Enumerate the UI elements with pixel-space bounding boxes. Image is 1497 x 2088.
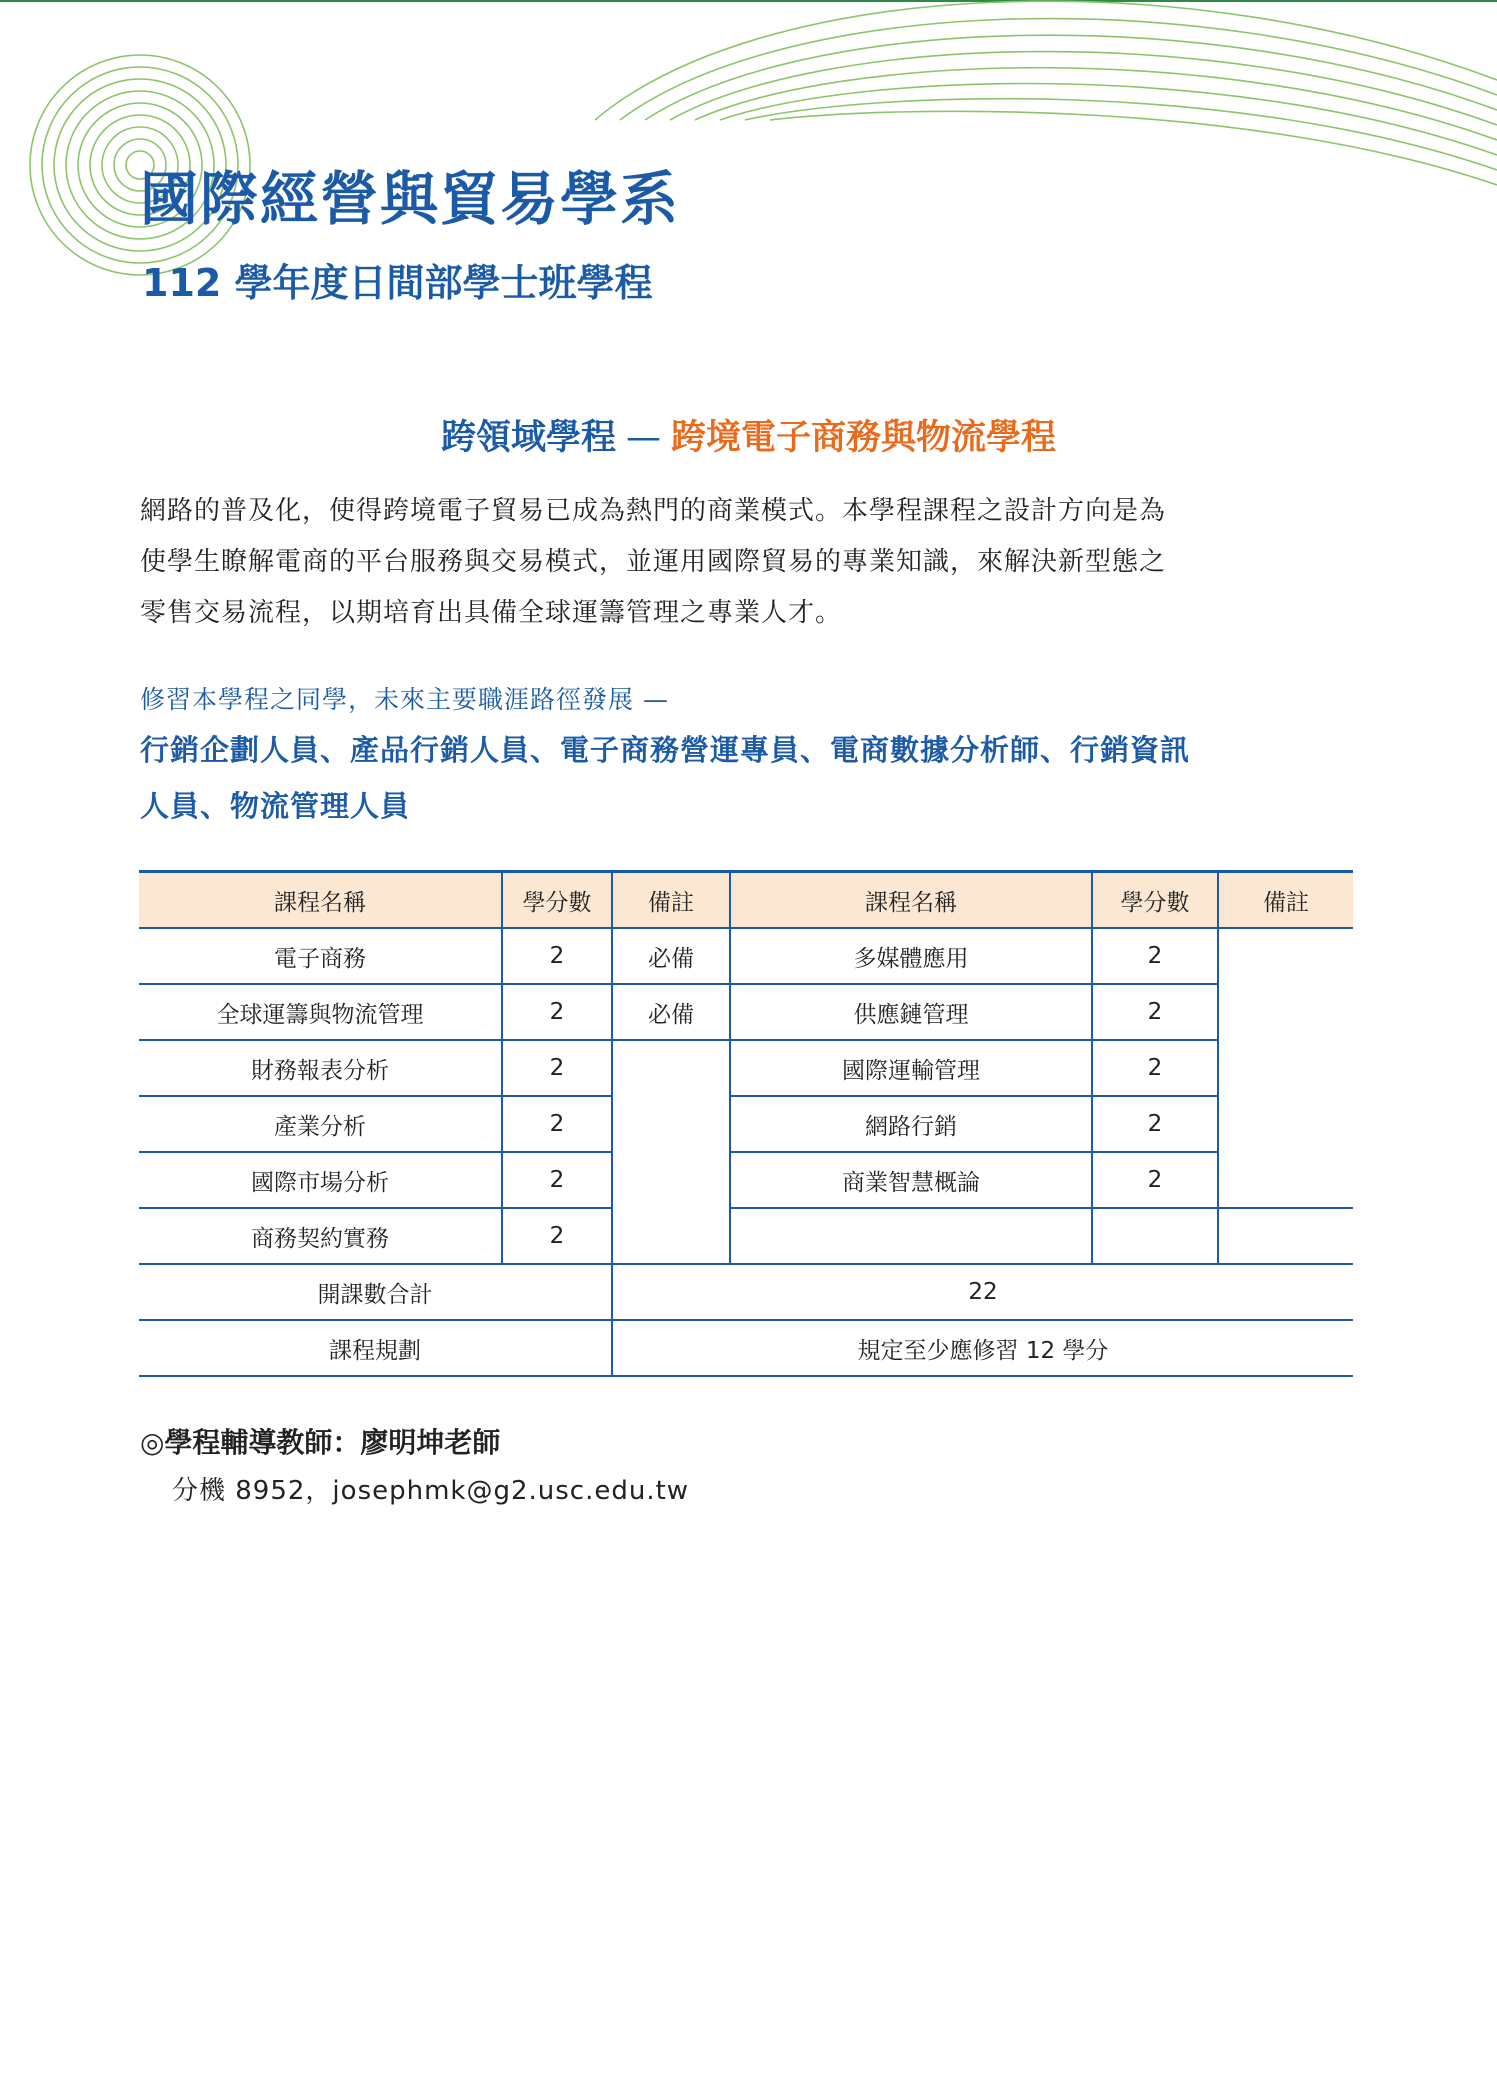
advisor-label: ◎學程輔導教師：廖明坤老師 bbox=[140, 1426, 501, 1459]
program-year-subtitle: 112 學年度日間部學士班學程 bbox=[142, 261, 653, 305]
course-name: 商務契約實務 bbox=[139, 1208, 502, 1264]
table-row bbox=[139, 1096, 1353, 1152]
course-name: 供應鏈管理 bbox=[730, 984, 1092, 1040]
total-row bbox=[139, 1264, 1353, 1320]
course-credits: 2 bbox=[1092, 928, 1218, 984]
course-name bbox=[730, 1208, 1092, 1264]
career-lead: 修習本學程之同學，未來主要職涯路徑發展 — bbox=[140, 685, 669, 714]
plan-label: 課程規劃 bbox=[139, 1320, 612, 1376]
plan-row bbox=[139, 1320, 1353, 1376]
course-credits: 2 bbox=[502, 1152, 612, 1208]
course-credits: 2 bbox=[1092, 1152, 1218, 1208]
course-credits: 2 bbox=[502, 1208, 612, 1264]
course-note: 必備 bbox=[612, 984, 730, 1040]
department-title: 國際經營與貿易學系 bbox=[140, 165, 681, 233]
course-name: 國際運輸管理 bbox=[730, 1040, 1092, 1096]
course-credits: 2 bbox=[502, 1040, 612, 1096]
header-credits: 學分數 bbox=[1092, 872, 1218, 929]
course-name: 商業智慧概論 bbox=[730, 1152, 1092, 1208]
header-credits: 學分數 bbox=[502, 872, 612, 929]
course-name: 電子商務 bbox=[139, 928, 502, 984]
header-course-name: 課程名稱 bbox=[139, 872, 502, 929]
intro-line: 零售交易流程，以期培育出具備全球運籌管理之專業人才。 bbox=[140, 598, 843, 628]
course-name: 多媒體應用 bbox=[730, 928, 1092, 984]
course-credits: 2 bbox=[502, 928, 612, 984]
intro-line: 使學生瞭解電商的平台服務與交易模式，並運用國際貿易的專業知識，來解決新型態之 bbox=[140, 547, 1167, 577]
header-note: 備註 bbox=[612, 872, 730, 929]
table-header-row bbox=[139, 872, 1353, 929]
program-name: 跨境電子商務與物流學程 bbox=[671, 418, 1057, 458]
course-table bbox=[139, 870, 1353, 1377]
program-intro bbox=[140, 486, 1340, 639]
course-name: 全球運籌與物流管理 bbox=[139, 984, 502, 1040]
program-heading bbox=[0, 410, 1497, 460]
header-note: 備註 bbox=[1218, 872, 1353, 929]
table-row bbox=[139, 1208, 1353, 1264]
course-credits: 2 bbox=[1092, 1096, 1218, 1152]
table-row bbox=[139, 984, 1353, 1040]
course-credits bbox=[1092, 1208, 1218, 1264]
table-row bbox=[139, 1152, 1353, 1208]
total-label: 開課數合計 bbox=[139, 1264, 612, 1320]
career-line: 行銷企劃人員、產品行銷人員、電子商務營運專員、電商數據分析師、行銷資訊 bbox=[140, 733, 1191, 767]
program-heading-dash: — bbox=[626, 418, 661, 458]
career-list bbox=[140, 722, 1340, 834]
table-row bbox=[139, 928, 1353, 984]
course-credits: 2 bbox=[502, 1096, 612, 1152]
course-note-empty bbox=[1218, 1208, 1353, 1264]
course-note-empty bbox=[1218, 928, 1353, 1208]
course-name: 國際市場分析 bbox=[139, 1152, 502, 1208]
plan-value: 規定至少應修習 12 學分 bbox=[612, 1320, 1353, 1376]
course-credits: 2 bbox=[1092, 1040, 1218, 1096]
intro-line: 網路的普及化，使得跨境電子貿易已成為熱門的商業模式。本學程課程之設計方向是為 bbox=[140, 496, 1167, 526]
program-category: 跨領域學程 bbox=[440, 418, 616, 458]
sweeping-arcs bbox=[595, 1, 1497, 185]
course-credits: 2 bbox=[502, 984, 612, 1040]
header-course-name: 課程名稱 bbox=[730, 872, 1092, 929]
advisor-contact: 分機 8952，josephmk@g2.usc.edu.tw bbox=[172, 1476, 690, 1506]
course-name: 產業分析 bbox=[139, 1096, 502, 1152]
course-note-empty bbox=[612, 1040, 730, 1264]
course-note: 必備 bbox=[612, 928, 730, 984]
course-name: 網路行銷 bbox=[730, 1096, 1092, 1152]
career-line: 人員、物流管理人員 bbox=[140, 789, 411, 823]
course-name: 財務報表分析 bbox=[139, 1040, 502, 1096]
course-credits: 2 bbox=[1092, 984, 1218, 1040]
total-value: 22 bbox=[612, 1264, 1353, 1320]
table-row bbox=[139, 1040, 1353, 1096]
